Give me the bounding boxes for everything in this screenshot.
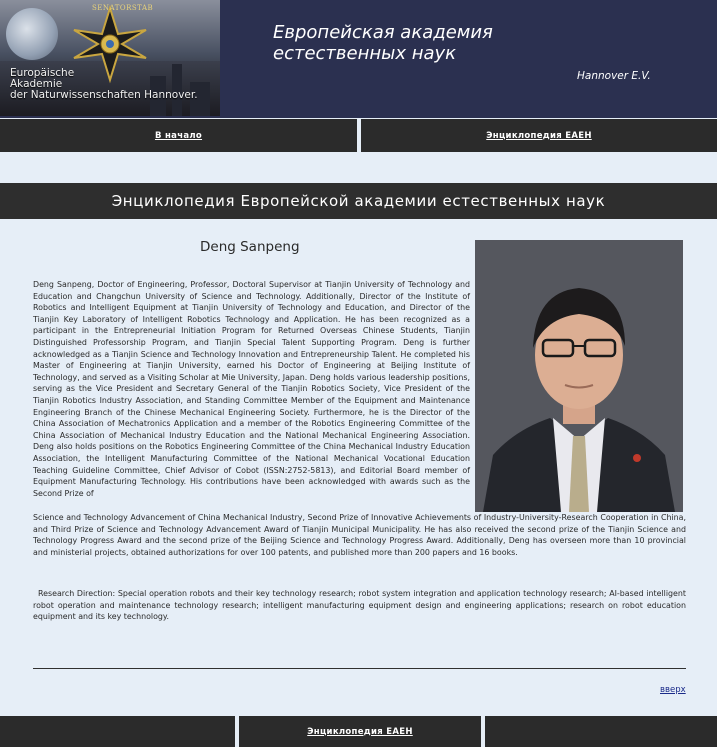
globe-icon: [6, 8, 58, 60]
footer-cell-right: [485, 716, 717, 747]
footer-cell-left: [0, 716, 235, 747]
divider: [33, 668, 686, 669]
logo-text: [10, 68, 198, 101]
site-subtitle: Hannover E.V.: [577, 70, 651, 82]
biography-text-continued: Science and Technology Advancement of China Mechanical Industry, Second Prize of Innovative Achievements of Industry-University-Research Cooperation in China, and Third Prize of Science and Technology Advancement Award of Tianjin Municipal Municipality. He has also received the second prize of the Tianjin Science and Technology Progress Award and the second prize of the Beijing Science and Technology Progress Award. Additionally, Deng has overseen more than 10 provincial and ministerial projects, obtained authorizations for over 100 patents, and published more than 200 papers and 16 books.: [33, 513, 686, 557]
back-to-top-link[interactable]: вверх: [660, 685, 686, 695]
academy-logo[interactable]: [0, 0, 220, 116]
logo-line: Europäische: [10, 67, 75, 79]
home-link[interactable]: В начало: [154, 130, 203, 141]
biography-text: Deng Sanpeng, Doctor of Engineering, Professor, Doctoral Supervisor at Tianjin University of Technology and Education and Changchun University of Science and Technology. Additionally, Director of the Institute of Robotics and Intelligent Equipment at Tianjin University of Technology and Education, and Director of the Tianjin Key Laboratory of Intelligent Robotics Technology and Application. He has been recognized as a participant in the Entrepreneurial Initiation Program for Returned Overseas Chinese Students, Tianjin Distinguished Professorship Program, and Tianjin Special Talent Supporting Program. Deng is further acknowledged as a Tianjin Science and Technology Innovation and Entrepreneurship Talent. He completed his Master of Engineering at Tianjin University, earned his Doctor of Engineering at Beijing Institute of Technology, and served as a Visiting Scholar at Mie University, Japan. Deng holds various leadership positions, serving as the Vice President and Secretary General of the Tianjin Robotics Society, Vice President of the Tianjin Robotics Industry Association, and Standing Committee Member of the Equipment and Maintenance Engineering Branch of the Chinese Mechanical Engineering Society. Furthermore, he is the Director of the China Association of Mechatronics Application and a member of the Robotics Engineering Committee of the China Association of Mechanical Industry Education and the National Mechanical Engineering Association. Deng also holds positions on the Robotics Engineering Committee of the China Mechanical Industry Education Association, the Intelligent Manufacturing Committee of the National Mechanical Vocational Education Teaching Guideline Committee, Chief Advisor of Cobot (ISSN:2752-5813), and Editorial Board member of Equipment Manufacturing Technology. His contributions have been acknowledged with awards such as the Second Prize of: [33, 280, 470, 498]
badge-text: SENATORSTAB: [92, 4, 154, 12]
footer-encyclopedia-link[interactable]: Энциклопедия ЕАЕН: [307, 726, 413, 737]
footer-cell-center: [239, 716, 481, 747]
site-title: [273, 22, 493, 64]
nav-cell-encyclopedia: [361, 119, 717, 152]
section-title-bar: [0, 183, 717, 219]
logo-line: der Naturwissenschaften Hannover.: [10, 89, 198, 101]
person-name: Deng Sanpeng: [200, 239, 300, 255]
section-title: Энциклопедия Европейской академии естественных наук: [111, 192, 606, 210]
site-title-line: Европейская академия: [273, 22, 493, 43]
portrait-photo: [475, 240, 683, 512]
encyclopedia-link[interactable]: Энциклопедия ЕАЕН: [486, 130, 592, 141]
nav-cell-home: [0, 119, 357, 152]
research-direction-text: Research Direction: Special operation robots and their key technology research; robot system integration and application technology research; AI-based intelligent robot operation and maintenance technology research; intelligent manufacturing equipment design and engineering applications; research on robot education equipment and its key technology.: [33, 589, 686, 622]
site-header: [0, 0, 717, 118]
site-title-line: естественных наук: [273, 43, 457, 64]
logo-line: Akademie: [10, 78, 63, 90]
